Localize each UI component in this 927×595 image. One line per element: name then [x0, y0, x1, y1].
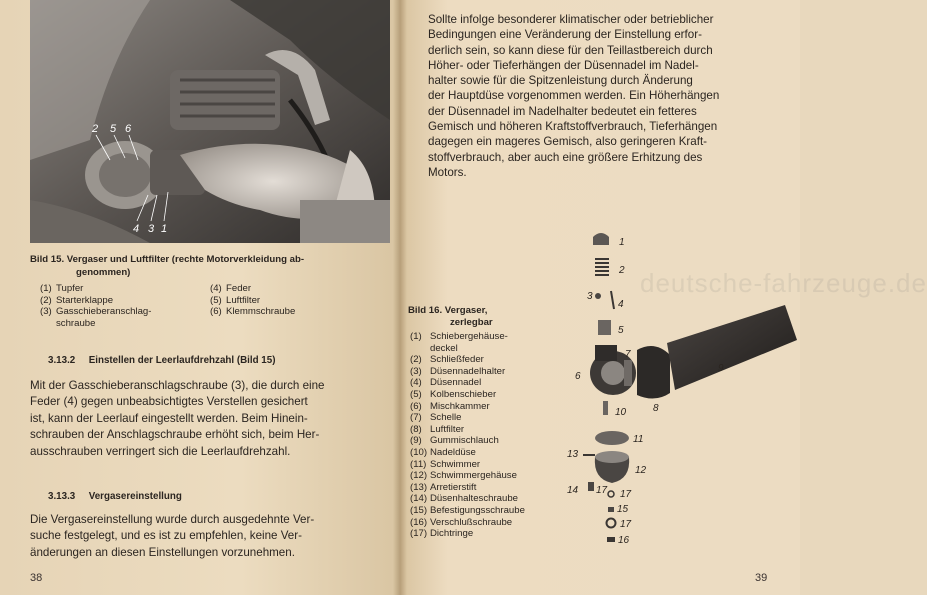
body-line: Feder (4) gegen unbeabsichtigtes Verstellen gesichert — [30, 395, 308, 409]
body-line: der Hauptdüse vorgenommen werden. Ein Höherhängen — [428, 89, 720, 103]
legend-num: (1) — [40, 283, 52, 294]
figure-label: Bild 16. — [408, 305, 443, 316]
body-line: Höher- oder Tieferhängen der Düsennadel im Nadel- — [428, 58, 699, 72]
parts-item — [410, 435, 525, 447]
parts-num: (6) — [410, 400, 422, 412]
section-heading-3-13-3 — [48, 491, 388, 502]
legend-item — [40, 306, 210, 318]
parts-item — [410, 482, 525, 494]
figure-label: Bild 15. — [30, 254, 65, 265]
parts-item — [410, 528, 525, 540]
legend-text: Tupfer — [56, 283, 84, 294]
legend-num: (6) — [210, 306, 222, 317]
parts-item — [410, 470, 525, 482]
body-line: der Düsennadel im Nadelhalter bedeutet ein fetteres — [428, 104, 697, 118]
legend-item — [210, 306, 380, 318]
parts-text-continued: deckel — [430, 342, 458, 354]
parts-num: (13) — [410, 481, 428, 493]
left-page — [0, 0, 400, 595]
section-3-13-2-body — [30, 378, 355, 460]
diagram-label: 6 — [575, 371, 581, 382]
parts-num: (3) — [410, 365, 422, 377]
figure-title-line2: genommen) — [76, 267, 131, 278]
body-line: dagegen ein mageres Gemisch, also geringeren Kraft- — [428, 135, 708, 149]
diagram-label: 5 — [618, 325, 624, 336]
figure-16-parts-list — [410, 331, 525, 540]
parts-text: Schwimmer — [430, 458, 481, 470]
body-line: suche festgelegt, und es ist zu empfehlen, keine Ver- — [30, 529, 302, 543]
legend-text: Klemmschraube — [226, 306, 296, 317]
parts-num: (17) — [410, 528, 428, 540]
diagram-label: 1 — [619, 237, 625, 248]
book-gutter — [393, 0, 407, 595]
diagram-label: 11 — [633, 434, 644, 445]
photo-callout: 3 — [148, 223, 155, 235]
legend-text: Gasschieberanschlag- — [56, 306, 152, 317]
diagram-label: 4 — [618, 299, 624, 310]
carburetor-exploded-view — [565, 225, 800, 555]
body-line: ist, kann der Leerlauf eingestellt werden. Beim Hinein- — [30, 411, 308, 425]
parts-num: (5) — [410, 388, 422, 400]
diagram-label: 14 — [567, 485, 579, 496]
legend-item — [40, 295, 210, 307]
diagram-label: 13 — [567, 449, 579, 460]
figure-title-line2: zerlegbar — [450, 316, 493, 328]
right-page — [400, 0, 927, 595]
body-line: Motors. — [428, 165, 467, 179]
parts-text: Düsennadelhalter — [430, 365, 506, 377]
parts-item — [410, 389, 525, 401]
parts-num: (7) — [410, 412, 422, 424]
parts-item — [410, 412, 525, 424]
legend-num: (4) — [210, 283, 222, 294]
section-number: 3.13.2 — [48, 355, 76, 366]
diagram-label: 2 — [619, 265, 625, 276]
body-line: Mit der Gasschieberanschlagschraube (3), die durch eine — [30, 379, 325, 392]
diagram-label: 17 — [620, 519, 632, 530]
photo-callout: 6 — [125, 123, 132, 135]
parts-text: Mischkammer — [430, 400, 490, 412]
parts-num: (14) — [410, 493, 428, 505]
body-line: Sollte infolge besonderer klimatischer oder betrieblicher — [428, 13, 714, 26]
parts-item — [410, 354, 525, 366]
photo-callout: 1 — [161, 223, 168, 235]
legend-text: Luftfilter — [226, 294, 261, 306]
parts-item — [410, 377, 525, 389]
parts-num: (11) — [410, 458, 427, 470]
exploded-view-drawing — [565, 225, 800, 555]
photo-callout: 4 — [133, 223, 140, 235]
parts-text: Verschlußschraube — [430, 516, 513, 528]
parts-text: Schiebergehäuse- — [430, 331, 508, 342]
figure-15-caption — [30, 253, 385, 279]
section-title: Vergasereinstellung — [88, 491, 182, 502]
parts-num: (9) — [410, 435, 422, 447]
right-body-text — [428, 12, 778, 180]
diagram-label: 10 — [615, 407, 627, 418]
figure-15-legend — [40, 283, 380, 329]
legend-column-1 — [40, 283, 210, 329]
legend-text: Feder — [226, 283, 252, 294]
body-line: ausschrauben verringert sich die Leerlaufdrehzahl. — [30, 444, 291, 458]
parts-text: Kolbenschieber — [430, 388, 497, 400]
figure-title-line1: Vergaser, — [444, 305, 488, 316]
diagram-label: 17 — [596, 485, 608, 496]
diagram-label: 7 — [625, 349, 631, 360]
parts-text: Schelle — [430, 412, 462, 424]
parts-text: Schließfeder — [430, 354, 484, 366]
parts-item — [410, 505, 525, 517]
parts-num: (12) — [410, 470, 428, 482]
diagram-label: 9 — [718, 363, 724, 374]
diagram-label: 12 — [635, 465, 647, 476]
section-3-13-3-body — [30, 512, 355, 561]
parts-text: Luftfilter — [430, 423, 465, 435]
parts-item — [410, 401, 525, 413]
parts-num: (15) — [410, 504, 428, 516]
section-title: Einstellen der Leerlaufdrehzahl (Bild 15) — [88, 355, 276, 366]
section-heading-3-13-2 — [48, 355, 388, 366]
legend-num: (3) — [40, 306, 52, 317]
parts-item — [410, 366, 525, 378]
photo-callouts — [30, 0, 390, 243]
parts-item — [410, 447, 525, 459]
body-line: stoffverbrauch, aber auch eine größere Erhitzung des — [428, 150, 703, 164]
watermark: deutsche-fahrzeuge.de — [640, 268, 927, 298]
page-number-right: 39 — [755, 572, 768, 584]
parts-text: Nadeldüse — [430, 446, 476, 458]
parts-text: Gummischlauch — [430, 435, 499, 447]
body-line: änderungen an diesen Einstellungen vorzunehmen. — [30, 545, 295, 559]
parts-num: (1) — [410, 331, 422, 342]
parts-item — [410, 459, 525, 471]
body-line: derlich sein, so kann diese für den Teillastbereich durch — [428, 43, 713, 57]
photo-callout: 5 — [110, 123, 117, 135]
legend-text: Starterklappe — [56, 294, 114, 306]
parts-text: Befestigungsschraube — [430, 504, 525, 516]
body-line: schrauben der Anschlagschraube erhöht sich, beim Her- — [30, 428, 320, 442]
legend-num: (5) — [210, 294, 222, 306]
page-number-left: 38 — [30, 572, 43, 584]
parts-num: (4) — [410, 377, 422, 389]
body-line: Gemisch und höheren Kraftstoffverbrauch, Tieferhängen — [428, 120, 718, 134]
legend-item — [210, 295, 380, 307]
legend-item — [40, 283, 210, 295]
parts-num: (2) — [410, 354, 422, 366]
parts-text: Arretierstift — [430, 481, 477, 493]
diagram-label: 3 — [587, 291, 593, 302]
body-line: Die Vergasereinstellung wurde durch ausgedehnte Ver- — [30, 513, 315, 526]
parts-text: Dichtringe — [430, 528, 474, 540]
legend-item — [210, 283, 380, 295]
parts-text: Düsenhalteschraube — [430, 493, 519, 505]
body-line: Bedingungen eine Veränderung der Einstellung erfor- — [428, 28, 702, 42]
figure-title-line1: Vergaser und Luftfilter (rechte Motorverkleidung ab- — [66, 254, 305, 265]
parts-num: (10) — [410, 446, 428, 458]
parts-text: Düsennadel — [430, 377, 482, 389]
parts-item — [410, 424, 525, 436]
figure-16-caption — [408, 305, 493, 328]
legend-text-continued: schraube — [56, 317, 96, 329]
carburetor-photo — [30, 0, 390, 243]
diagram-label: 8 — [653, 403, 659, 414]
diagram-label: 15 — [617, 504, 629, 515]
parts-item — [410, 517, 525, 529]
parts-num: (8) — [410, 423, 422, 435]
parts-item — [410, 493, 525, 505]
legend-column-2 — [210, 283, 380, 329]
parts-num: (16) — [410, 516, 428, 528]
body-line: halter sowie für die Spitzenleistung durch Änderung — [428, 74, 693, 88]
parts-item — [410, 331, 525, 343]
photo-callout: 2 — [92, 123, 99, 135]
diagram-label: 17 — [620, 489, 632, 500]
legend-num: (2) — [40, 294, 52, 306]
parts-text: Schwimmergehäuse — [430, 470, 517, 482]
diagram-label: 16 — [618, 535, 630, 546]
section-number: 3.13.3 — [48, 491, 76, 502]
